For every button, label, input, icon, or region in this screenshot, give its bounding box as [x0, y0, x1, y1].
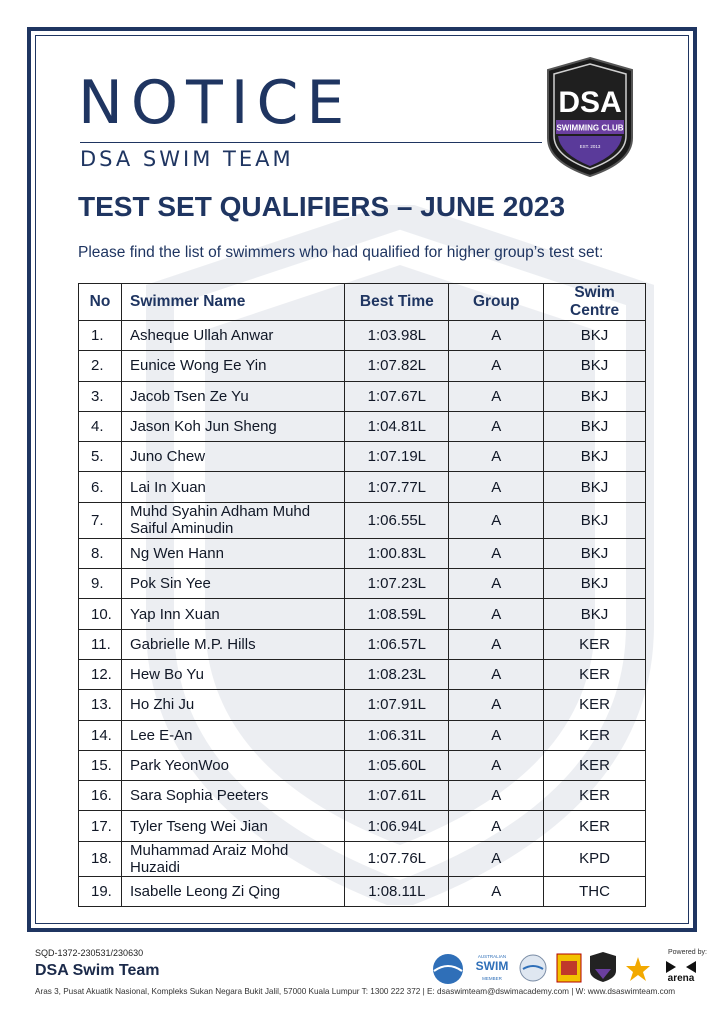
best-time-cell: 1:07.23L — [345, 569, 449, 599]
row-number-cell: 13. — [79, 690, 122, 720]
arena-logo-icon — [662, 953, 700, 983]
swimmer-name-cell: Jacob Tsen Ze Yu — [121, 381, 344, 411]
best-time-cell: 1:06.57L — [345, 629, 449, 659]
swim-centre-cell: BKJ — [544, 569, 646, 599]
row-number-cell: 5. — [79, 442, 122, 472]
swimmer-name-cell: Isabelle Leong Zi Qing — [121, 876, 344, 906]
group-cell: A — [449, 841, 544, 876]
best-time-cell: 1:08.23L — [345, 659, 449, 689]
badge-sub-text: SWIMMING CLUB — [556, 123, 624, 133]
row-number-cell: 3. — [79, 381, 122, 411]
swim-centre-cell: BKJ — [544, 321, 646, 351]
swimmer-name-cell: Ng Wen Hann — [121, 538, 344, 568]
row-number-cell: 7. — [79, 502, 122, 538]
table-row — [79, 442, 646, 472]
row-number-cell: 2. — [79, 351, 122, 381]
header-group: Group — [449, 284, 544, 321]
group-cell: A — [449, 781, 544, 811]
group-cell: A — [449, 321, 544, 351]
swimmer-name-cell: Ho Zhi Ju — [121, 690, 344, 720]
group-cell: A — [449, 411, 544, 441]
best-time-cell: 1:04.81L — [345, 411, 449, 441]
table-row — [79, 472, 646, 502]
swim-centre-cell: BKJ — [544, 472, 646, 502]
table-row — [79, 750, 646, 780]
best-time-cell: 1:07.91L — [345, 690, 449, 720]
best-time-cell: 1:06.94L — [345, 811, 449, 841]
row-number-cell: 8. — [79, 538, 122, 568]
swimmer-name-cell: Jason Koh Jun Sheng — [121, 411, 344, 441]
best-time-cell: 1:03.98L — [345, 321, 449, 351]
swim-centre-cell: THC — [544, 876, 646, 906]
swim-centre-cell: BKJ — [544, 599, 646, 629]
group-cell: A — [449, 381, 544, 411]
swim-centre-cell: BKJ — [544, 442, 646, 472]
page-heading: TEST SET QUALIFIERS – JUNE 2023 — [78, 191, 566, 222]
star-award-logo-icon — [624, 955, 652, 983]
table-row — [79, 720, 646, 750]
swimmer-name-cell: Juno Chew — [121, 442, 344, 472]
row-number-cell: 15. — [79, 750, 122, 780]
swimmer-name-cell: Asheque Ullah Anwar — [121, 321, 344, 351]
swim-centre-cell: BKJ — [544, 502, 646, 538]
table-row — [79, 659, 646, 689]
group-cell: A — [449, 750, 544, 780]
row-number-cell: 6. — [79, 472, 122, 502]
swimmer-name-cell: Lee E-An — [121, 720, 344, 750]
swimmer-name-cell: Pok Sin Yee — [121, 569, 344, 599]
swim-centre-cell: KER — [544, 629, 646, 659]
row-number-cell: 14. — [79, 720, 122, 750]
best-time-cell: 1:08.11L — [345, 876, 449, 906]
table-row — [79, 569, 646, 599]
row-number-cell: 12. — [79, 659, 122, 689]
table-row — [79, 321, 646, 351]
table-header-row — [79, 284, 646, 321]
best-time-cell: 1:07.61L — [345, 781, 449, 811]
document-code: SQD-1372-230531/230630 — [35, 948, 144, 958]
row-number-cell: 1. — [79, 321, 122, 351]
arena-text: arena — [667, 973, 695, 983]
row-number-cell: 9. — [79, 569, 122, 599]
notice-title: NOTICE — [78, 68, 353, 138]
group-cell: A — [449, 811, 544, 841]
group-cell: A — [449, 442, 544, 472]
swim-centre-cell: KER — [544, 750, 646, 780]
header-no: No — [79, 284, 122, 321]
swimmer-name-cell: Park YeonWoo — [121, 750, 344, 780]
group-cell: A — [449, 472, 544, 502]
swimmer-name-cell: Lai In Xuan — [121, 472, 344, 502]
best-time-cell: 1:07.82L — [345, 351, 449, 381]
badge-main-text: DSA — [558, 86, 622, 119]
swim-centre-cell: BKJ — [544, 381, 646, 411]
group-cell: A — [449, 690, 544, 720]
best-time-cell: 1:08.59L — [345, 599, 449, 629]
swim-centre-cell: KER — [544, 690, 646, 720]
table-row — [79, 690, 646, 720]
group-cell: A — [449, 720, 544, 750]
swim-centre-cell: KER — [544, 781, 646, 811]
best-time-cell: 1:07.76L — [345, 841, 449, 876]
group-cell: A — [449, 351, 544, 381]
swim-centre-cell: BKJ — [544, 411, 646, 441]
swim-centre-cell: KER — [544, 811, 646, 841]
swimmer-name-cell: Gabrielle M.P. Hills — [121, 629, 344, 659]
table-row — [79, 599, 646, 629]
swimmer-name-cell: Hew Bo Yu — [121, 659, 344, 689]
swim-centre-cell: BKJ — [544, 351, 646, 381]
sponsor-logos — [430, 947, 700, 985]
row-number-cell: 16. — [79, 781, 122, 811]
best-time-cell: 1:05.60L — [345, 750, 449, 780]
swimming-federation-logo-icon — [518, 953, 548, 983]
title-rule — [80, 142, 542, 143]
table-row — [79, 381, 646, 411]
swimmer-name-cell: Tyler Tseng Wei Jian — [121, 811, 344, 841]
badge-est-text: EST. 2013 — [579, 144, 601, 149]
table-row — [79, 502, 646, 538]
best-time-cell: 1:06.55L — [345, 502, 449, 538]
swim-centre-cell: KER — [544, 659, 646, 689]
best-time-cell: 1:00.83L — [345, 538, 449, 568]
group-cell: A — [449, 538, 544, 568]
qualifiers-table — [78, 283, 646, 907]
best-time-cell: 1:07.19L — [345, 442, 449, 472]
table-row — [79, 538, 646, 568]
header-swim-centre: Swim Centre — [544, 284, 646, 321]
best-time-cell: 1:06.31L — [345, 720, 449, 750]
powered-by-label: Powered by: — [668, 949, 707, 956]
row-number-cell: 18. — [79, 841, 122, 876]
header-best-time: Best Time — [345, 284, 449, 321]
header-swimmer-name: Swimmer Name — [121, 284, 344, 321]
footer-address: Aras 3, Pusat Akuatik Nasional, Kompleks Sukan Negara Bukit Jalil, 57000 Kuala Lumpur T: 1300 222 372 | E: dsaswimteam@dswimacademy.com | W: www.dsaswimteam.com — [35, 987, 676, 996]
swim-globe-logo-icon — [430, 953, 466, 985]
yellow-award-logo-icon — [556, 953, 582, 983]
group-cell: A — [449, 659, 544, 689]
dsa-badge-logo — [544, 56, 636, 178]
swimmer-name-cell: Muhammad Araiz Mohd Huzaidi — [121, 841, 344, 876]
row-number-cell: 11. — [79, 629, 122, 659]
swimmer-name-cell: Muhd Syahin Adham Muhd Saiful Aminudin — [121, 502, 344, 538]
row-number-cell: 4. — [79, 411, 122, 441]
group-cell: A — [449, 629, 544, 659]
swimmer-name-cell: Yap Inn Xuan — [121, 599, 344, 629]
row-number-cell: 17. — [79, 811, 122, 841]
table-row — [79, 781, 646, 811]
group-cell: A — [449, 599, 544, 629]
table-row — [79, 351, 646, 381]
table-row — [79, 811, 646, 841]
svg-text:AUSTRALIAN: AUSTRALIAN — [477, 954, 507, 959]
svg-text:MEMBER: MEMBER — [482, 976, 502, 981]
notice-subtitle: DSA SWIM TEAM — [80, 147, 294, 171]
intro-text: Please find the list of swimmers who had qualified for higher group’s test set: — [78, 244, 604, 261]
swim-centre-cell: KER — [544, 720, 646, 750]
footer-brand: DSA Swim Team — [35, 962, 160, 979]
row-number-cell: 10. — [79, 599, 122, 629]
best-time-cell: 1:07.67L — [345, 381, 449, 411]
swimmer-name-cell: Eunice Wong Ee Yin — [121, 351, 344, 381]
svg-text:SWIM: SWIM — [475, 959, 509, 973]
ascta-logo-icon — [472, 951, 512, 985]
row-number-cell: 19. — [79, 876, 122, 906]
best-time-cell: 1:07.77L — [345, 472, 449, 502]
group-cell: A — [449, 876, 544, 906]
table-row — [79, 841, 646, 876]
dsa-shield-small-logo-icon — [588, 951, 618, 983]
table-row — [79, 629, 646, 659]
group-cell: A — [449, 502, 544, 538]
table-row — [79, 411, 646, 441]
table-row — [79, 876, 646, 906]
swim-centre-cell: BKJ — [544, 538, 646, 568]
swim-centre-cell: KPD — [544, 841, 646, 876]
group-cell: A — [449, 569, 544, 599]
swimmer-name-cell: Sara Sophia Peeters — [121, 781, 344, 811]
